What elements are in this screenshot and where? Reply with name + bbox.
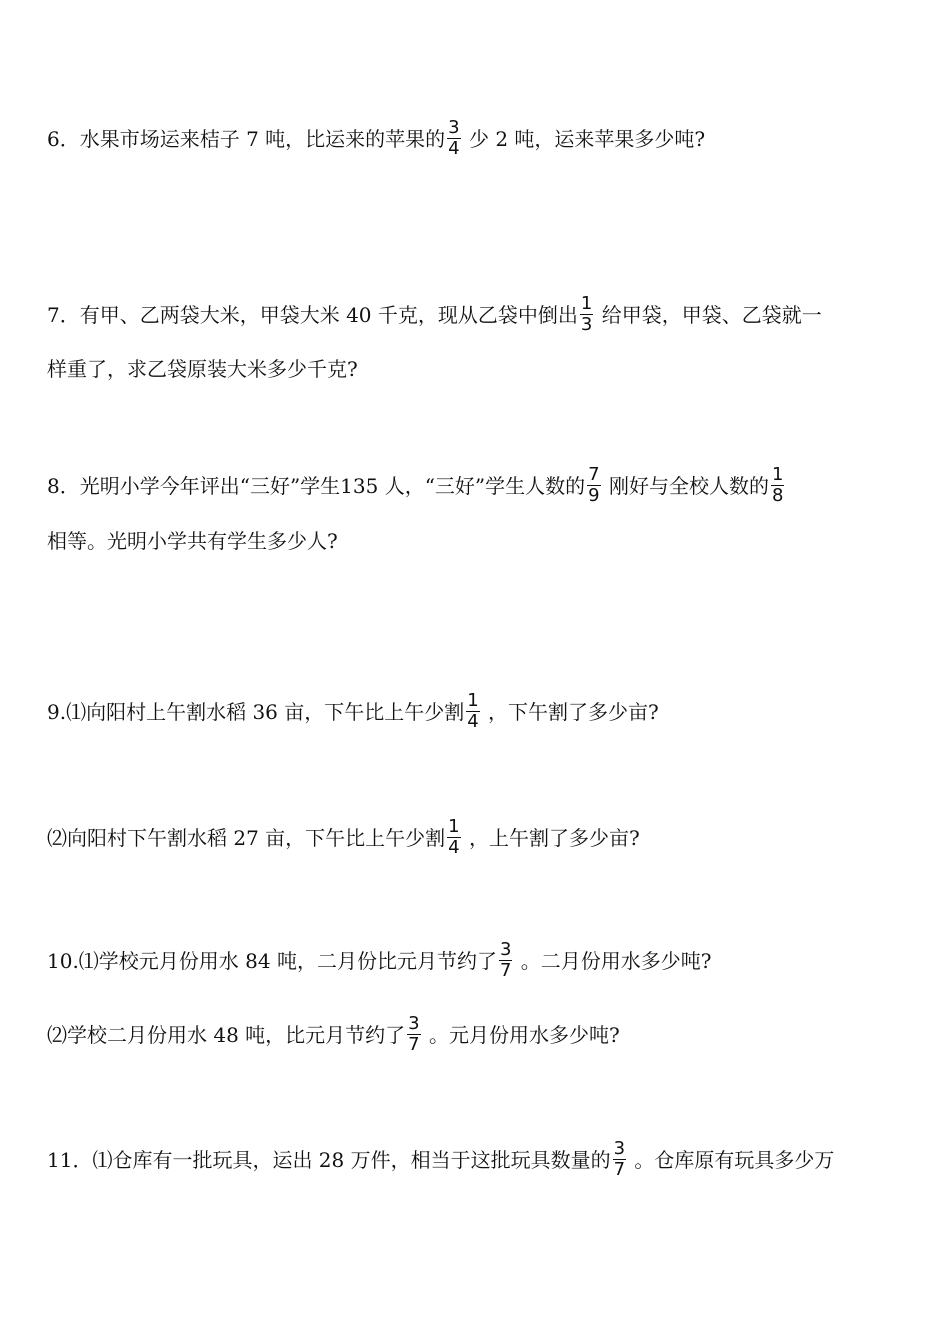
problem-line xyxy=(47,1013,620,1057)
fraction-denominator: 4 xyxy=(448,837,460,858)
problem-text: 。二月份用水多少吨? xyxy=(514,949,712,973)
problem-line xyxy=(47,117,706,161)
problem-line xyxy=(47,690,659,734)
fraction-denominator: 7 xyxy=(408,1034,420,1055)
fraction-numerator: 3 xyxy=(408,1013,420,1034)
fraction-denominator: 7 xyxy=(613,1159,626,1180)
problem-line xyxy=(47,293,822,337)
problem-text: ⑵学校二月份用水 48 吨，比元月节约了 xyxy=(47,1023,406,1047)
problem-text: 9.⑴向阳村上午割水稻 36 亩，下午比上午少割 xyxy=(47,700,465,724)
problem-text: 给甲袋，甲袋、乙袋就一 xyxy=(595,303,822,327)
fraction-denominator: 3 xyxy=(580,314,593,335)
fraction-numerator: 1 xyxy=(580,293,593,314)
problem-text: ，下午割了多少亩? xyxy=(481,700,659,724)
fraction xyxy=(587,465,600,506)
fraction xyxy=(613,1139,626,1180)
problem-text: 。元月份用水多少吨? xyxy=(422,1023,620,1047)
fraction-denominator: 4 xyxy=(467,711,479,732)
fraction-numerator: 1 xyxy=(467,690,479,711)
fraction-denominator: 4 xyxy=(448,138,460,159)
fraction-numerator: 1 xyxy=(771,464,784,485)
problem-text: ，上午割了多少亩? xyxy=(462,826,640,850)
problem-text: 少 2 吨，运来苹果多少吨? xyxy=(462,127,706,151)
fraction-numerator: 7 xyxy=(588,464,600,485)
problem-text: 刚好与全校人数的 xyxy=(602,474,769,498)
problem-line xyxy=(47,1138,835,1182)
fraction-denominator: 7 xyxy=(499,960,512,981)
problem-text: 样重了，求乙袋原装大米多少千克? xyxy=(47,357,358,381)
problem-line xyxy=(47,357,358,381)
fraction xyxy=(447,817,460,858)
fraction xyxy=(447,118,460,159)
fraction xyxy=(771,465,784,506)
fraction-denominator: 9 xyxy=(588,485,600,506)
fraction-numerator: 1 xyxy=(448,816,460,837)
fraction-numerator: 3 xyxy=(448,117,460,138)
problem-line xyxy=(47,939,712,983)
fraction xyxy=(580,294,593,335)
problem-text: 6．水果市场运来桔子 7 吨，比运来的苹果的 xyxy=(47,127,446,151)
fraction xyxy=(499,940,512,981)
fraction-numerator: 3 xyxy=(499,939,512,960)
fraction xyxy=(407,1014,420,1055)
problem-text: 相等。光明小学共有学生多少人? xyxy=(47,529,338,553)
problem-text: 7．有甲、乙两袋大米，甲袋大米 40 千克，现从乙袋中倒出 xyxy=(47,303,578,327)
fraction-denominator: 8 xyxy=(771,485,784,506)
problem-text: 10.⑴学校元月份用水 84 吨，二月份比元月节约了 xyxy=(47,949,497,973)
problem-line xyxy=(47,529,338,553)
problem-text: 8．光明小学今年评出“三好”学生135 人，“三好”学生人数的 xyxy=(47,474,586,498)
problem-text: 11．⑴仓库有一批玩具，运出 28 万件，相当于这批玩具数量的 xyxy=(47,1148,611,1172)
fraction-numerator: 3 xyxy=(613,1138,626,1159)
problem-text: 。仓库原有玩具多少万 xyxy=(628,1148,835,1172)
problem-text: ⑵向阳村下午割水稻 27 亩，下午比上午少割 xyxy=(47,826,446,850)
problem-line xyxy=(47,816,640,860)
fraction xyxy=(466,691,479,732)
problem-line xyxy=(47,464,786,508)
